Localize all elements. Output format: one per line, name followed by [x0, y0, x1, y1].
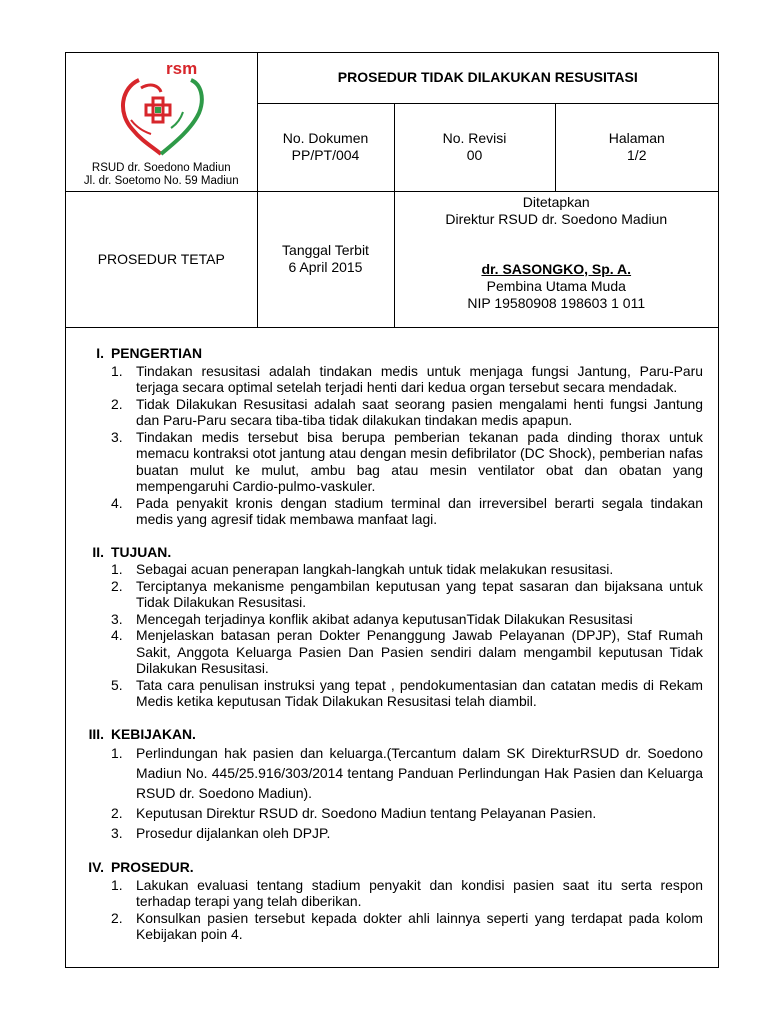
page-cell — [555, 103, 718, 191]
signer-rank: Pembina Utama Muda — [486, 277, 626, 294]
document-title: PROSEDUR TIDAK DILAKUKAN RESUSITASI — [257, 53, 718, 103]
item-list — [84, 743, 703, 843]
approver-title: Direktur RSUD dr. Soedono Madiun — [445, 210, 668, 227]
revision-cell — [394, 103, 555, 191]
list-item — [84, 429, 703, 495]
list-item — [84, 677, 703, 710]
item-text: Prosedur dijalankan oleh DPJP. — [136, 825, 331, 841]
svg-text:rsm: rsm — [166, 58, 198, 78]
hospital-address: Jl. dr. Soetomo No. 59 Madiun — [83, 174, 239, 187]
page-label: Halaman — [608, 130, 665, 146]
page-value: 1/2 — [627, 147, 647, 163]
section-heading — [84, 345, 703, 362]
section-kebijakan — [84, 726, 703, 844]
item-number: 1. — [111, 876, 123, 893]
approved-label: Ditetapkan — [522, 193, 590, 210]
item-number: 2. — [111, 395, 123, 412]
section-number: III. — [88, 725, 104, 742]
item-list — [84, 561, 703, 710]
signer-nip: NIP 19580908 198603 1 011 — [467, 294, 646, 311]
list-item — [84, 363, 703, 396]
hospital-logo-icon — [111, 58, 211, 158]
item-number: 2. — [111, 805, 123, 821]
revision-value: 00 — [466, 147, 483, 163]
list-item — [84, 561, 703, 578]
section-number: I. — [96, 345, 104, 361]
item-text: Konsulkan pasien tersebut kepada dokter ahli lainnya seperti yang terdapat pada kolom Kebijakan poin 4. — [136, 909, 703, 942]
section-title: PENGERTIAN — [111, 345, 203, 361]
item-number: 2. — [111, 909, 123, 926]
item-number: 1. — [111, 362, 123, 379]
issue-date-cell — [257, 191, 394, 327]
item-list — [84, 363, 703, 528]
hospital-logo-cell — [66, 53, 257, 191]
section-title: KEBIJAKAN. — [111, 725, 196, 742]
item-number: 3. — [111, 610, 123, 627]
list-item — [84, 495, 703, 528]
item-text: Tindakan resusitasi adalah tindakan medis untuk menjaga fungsi Jantung, Paru-Paru terjaga secara optimal setelah terjadi henti dari kedua organ tersebut secara mendadak. — [136, 362, 703, 395]
item-text: Tata cara penulisan instruksi yang tepat , pendokumentasian dan catatan medis di Rekam Medis ketika keputusan Tidak Dilakukan Resusitasi telah diambil. — [136, 676, 703, 709]
item-list — [84, 877, 703, 943]
item-number: 5. — [111, 676, 123, 693]
item-text: Keputusan Direktur RSUD dr. Soedono Madiun tentang Pelayanan Pasien. — [136, 805, 597, 821]
section-number: IV. — [88, 859, 104, 875]
approval-cell — [394, 191, 718, 327]
list-item — [84, 627, 703, 677]
item-text: Tindakan medis tersebut bisa berupa pemberian tekanan pada dinding thorax untuk memacu kontraksi otot jantung atau dengan mesin defibrilator (DC Shock), pemberian nafas buatan mulut ke mulut, ambu bag atau mesin ventilator obat dan obatan yang mempengaruhi Cardio-pulmo-vaskuler. — [136, 428, 703, 494]
item-text: Lakukan evaluasi tentang stadium penyakit dan kondisi pasien saat itu serta respon terhadap terapi yang telah diberikan. — [136, 876, 703, 909]
item-text: Terciptanya mekanisme pengambilan keputusan yang tepat sasaran dan bijaksana untuk Tidak Dilakukan Resusitasi. — [136, 577, 703, 610]
doc-number-label: No. Dokumen — [282, 130, 369, 146]
item-number: 1. — [111, 745, 123, 761]
item-number: 3. — [111, 428, 123, 445]
issue-date-value: 6 April 2015 — [288, 259, 363, 275]
item-number: 4. — [111, 494, 123, 511]
list-item — [84, 743, 703, 803]
item-number: 2. — [111, 577, 123, 594]
item-number: 1. — [111, 561, 123, 577]
section-prosedur — [84, 859, 703, 943]
item-number: 4. — [111, 627, 123, 643]
section-number: II. — [92, 543, 104, 560]
item-number: 3. — [111, 825, 123, 841]
doc-number-cell — [257, 103, 394, 191]
revision-label: No. Revisi — [442, 130, 507, 146]
section-tujuan — [84, 544, 703, 710]
item-text: Sebagai acuan penerapan langkah-langkah untuk tidak melakukan resusitasi. — [136, 561, 614, 577]
item-text: Tidak Dilakukan Resusitasi adalah saat seorang pasien mengalami henti fungsi Jantung dan Paru-Paru secara tiba-tiba tidak dilakukan tindakan medis apapun. — [136, 395, 703, 428]
section-title: TUJUAN. — [111, 543, 172, 560]
section-title: PROSEDUR. — [111, 859, 194, 875]
document-body — [66, 329, 718, 943]
section-heading — [84, 726, 703, 743]
document-header-table — [66, 53, 718, 328]
procedure-type: PROSEDUR TETAP — [66, 191, 257, 327]
doc-number-value: PP/PT/004 — [291, 147, 360, 163]
section-heading — [84, 859, 703, 876]
list-item — [84, 578, 703, 611]
section-pengertian — [84, 345, 703, 528]
document-frame — [65, 52, 719, 968]
issue-date-label: Tanggal Terbit — [282, 242, 369, 258]
signer-name: dr. SASONGKO, Sp. A. — [481, 260, 632, 277]
hospital-name: RSUD dr. Soedono Madiun — [91, 161, 231, 174]
list-item — [84, 803, 703, 823]
item-text: Mencegah terjadinya konflik akibat adanya keputusanTidak Dilakukan Resusitasi — [136, 610, 633, 627]
item-text: Pada penyakit kronis dengan stadium terminal dan irreversibel berarti segala tindakan medis yang agresif tidak membawa manfaat lagi. — [136, 494, 703, 527]
item-text: Menjelaskan batasan peran Dokter Penanggung Jawab Pelayanan (DPJP), Staf Rumah Sakit, Anggota Keluarga Pasien Dan Pasien sendiri dalam mengambil keputusan Tidak Dilakukan Resusitasi. — [136, 627, 703, 676]
list-item — [84, 611, 703, 628]
list-item — [84, 396, 703, 429]
list-item — [84, 877, 703, 910]
list-item — [84, 910, 703, 943]
item-text: Perlindungan hak pasien dan keluarga.(Tercantum dalam SK DirekturRSUD dr. Soedono Madiun No. 445/25.916/303/2014 tentang Panduan Perlindungan Hak Pasien dan Keluarga RSUD dr. Soedono Madiun). — [136, 745, 703, 801]
section-heading — [84, 544, 703, 561]
list-item — [84, 823, 703, 843]
